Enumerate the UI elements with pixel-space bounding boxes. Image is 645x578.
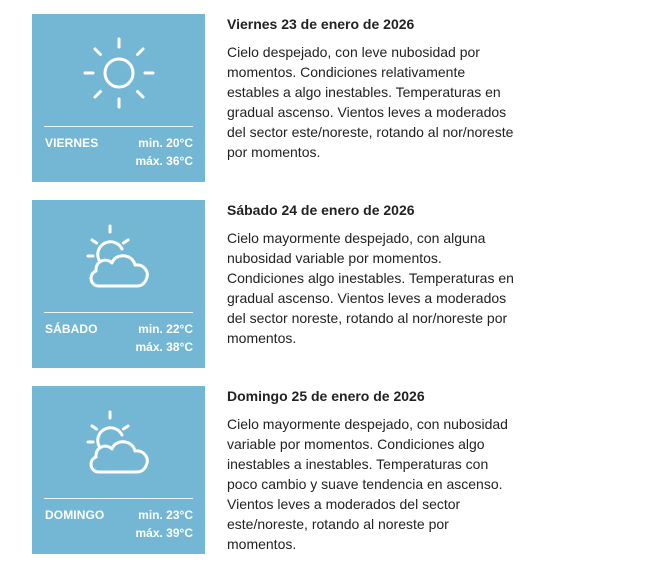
forecast-date-title: Viernes 23 de enero de 2026 [227,16,415,32]
forecast-description: Cielo mayormente despejado, con alguna nubosidad variable por momentos. Condiciones algo inestables. Temperaturas en gradual ascenso. Vientos leves a moderados del sector noreste, rotando al nor/noreste por momentos. [227,230,514,346]
temp-min: min. 20°C [138,136,193,150]
forecast-details [227,200,517,348]
temp-min: min. 23°C [138,508,193,522]
forecast-date-title: Sábado 24 de enero de 2026 [227,202,415,218]
sun-icon [80,34,158,112]
temp-max: máx. 39°C [135,526,193,540]
temp-max: máx. 36°C [135,154,193,168]
forecast-day-sunday [32,386,532,556]
forecast-date-title: Domingo 25 de enero de 2026 [227,388,425,404]
forecast-description: Cielo despejado, con leve nubosidad por momentos. Condiciones relativamente estables a algo inestables. Temperaturas en gradual ascenso. Vientos leves a moderados del sector este/noreste, rotando al nor/noreste por momentos. [227,44,514,160]
forecast-card [32,200,205,368]
forecast-card [32,14,205,182]
day-label: DOMINGO [45,508,105,522]
partly-cloudy-icon [80,406,158,484]
day-label: VIERNES [45,136,99,150]
forecast-day-saturday [32,200,532,370]
forecast-description: Cielo mayormente despejado, con nubosidad variable por momentos. Condiciones algo inestables a inestables. Temperaturas con poco cambio y suave tendencia en ascenso. Vientos leves a moderados del sector este/noreste, rotando al noreste por momentos. [227,416,508,552]
temp-max: máx. 38°C [135,340,193,354]
day-label: SÁBADO [45,322,98,336]
temp-min: min. 22°C [138,322,193,336]
partly-cloudy-icon [80,220,158,298]
card-divider [44,126,193,127]
card-divider [44,312,193,313]
forecast-day-friday [32,14,532,184]
forecast-details [227,14,517,162]
forecast-details [227,386,517,554]
forecast-card [32,386,205,554]
card-divider [44,498,193,499]
